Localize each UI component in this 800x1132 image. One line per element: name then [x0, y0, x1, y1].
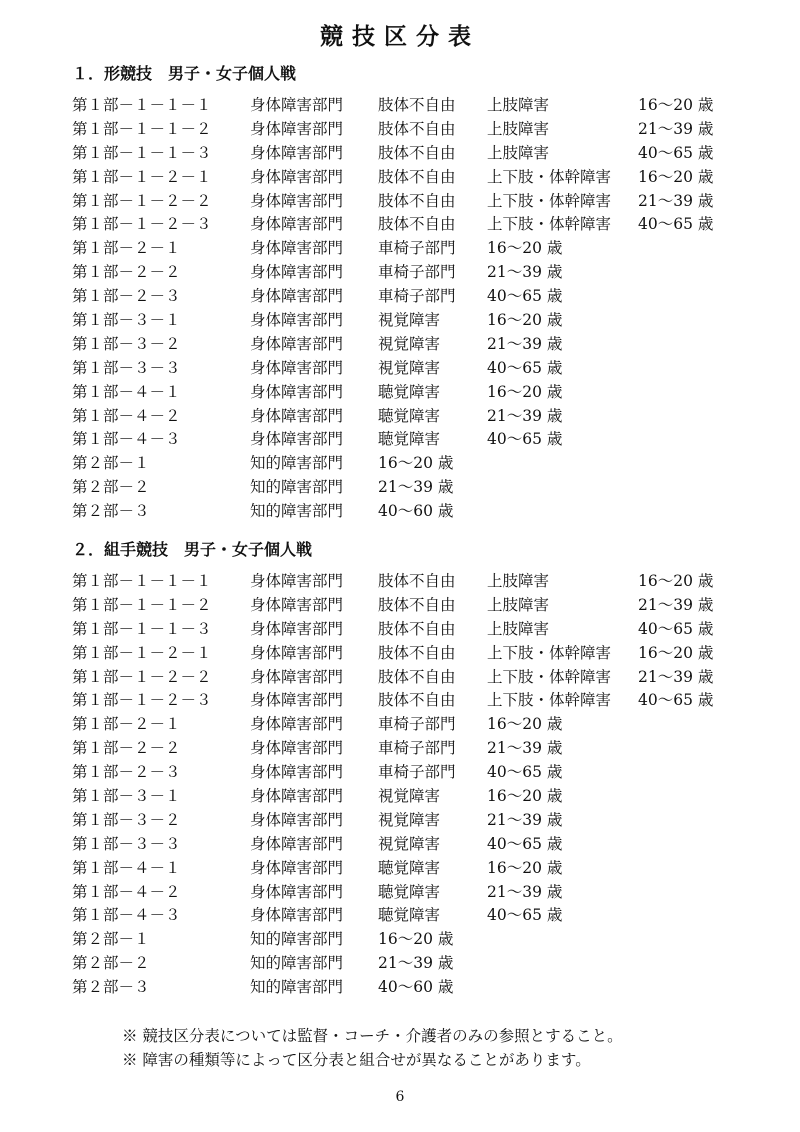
division-code: 第１部－１－１－１ [72, 96, 212, 114]
division-code: 第１部－２－２ [72, 739, 181, 758]
department: 身体障害部門 [250, 834, 344, 853]
division-code: 第１部－４－１ [72, 382, 181, 401]
department: 身体障害部門 [250, 595, 344, 614]
sub-category: 16～20 歳 [487, 787, 563, 806]
division-code: 第２部－１ [72, 454, 150, 473]
department: 身体障害部門 [250, 787, 344, 806]
department: 知的障害部門 [250, 978, 344, 997]
division-code: 第１部－１－１－３ [72, 143, 212, 162]
division-code: 第１部－２－２ [72, 263, 181, 282]
department: 知的障害部門 [250, 930, 344, 949]
department: 身体障害部門 [250, 643, 344, 662]
sub-category: 上肢障害 [487, 619, 550, 638]
department: 身体障害部門 [250, 311, 344, 330]
age-range: 40～65 歳 [638, 215, 714, 234]
disability-type: 聴覚障害 [378, 906, 441, 925]
department: 身体障害部門 [250, 143, 344, 162]
department: 身体障害部門 [250, 382, 344, 401]
division-row [0, 476, 800, 500]
disability-type: 40～60 歳 [378, 978, 454, 997]
division-code: 第２部－２ [72, 478, 150, 497]
division-code: 第１部－３－２ [72, 334, 181, 353]
disability-type: 視覚障害 [378, 787, 441, 806]
disability-type: 肢体不自由 [378, 191, 456, 210]
department: 身体障害部門 [250, 619, 344, 638]
kata-division-list [0, 94, 800, 524]
sub-category: 上下肢・体幹障害 [487, 167, 612, 186]
department: 身体障害部門 [250, 667, 344, 686]
disability-type: 視覚障害 [378, 334, 441, 353]
sub-category: 上肢障害 [487, 143, 550, 162]
division-row [0, 809, 800, 833]
sub-category: 16～20 歳 [487, 382, 563, 401]
disability-type: 21～39 歳 [378, 954, 454, 973]
disability-type: 車椅子部門 [378, 239, 456, 258]
disability-type: 肢体不自由 [378, 96, 456, 114]
division-row [0, 952, 800, 976]
sub-category: 40～65 歳 [487, 430, 563, 449]
division-code: 第２部－２ [72, 954, 150, 973]
sub-category: 上肢障害 [487, 119, 550, 138]
sub-category: 40～65 歳 [487, 358, 563, 377]
sub-category: 16～20 歳 [487, 239, 563, 258]
disability-type: 肢体不自由 [378, 595, 456, 614]
division-code: 第１部－１－２－２ [72, 667, 212, 686]
department: 身体障害部門 [250, 334, 344, 353]
division-code: 第１部－４－２ [72, 406, 181, 425]
department: 身体障害部門 [250, 906, 344, 925]
department: 知的障害部門 [250, 478, 344, 497]
division-row [0, 737, 800, 761]
disability-type: 聴覚障害 [378, 858, 441, 877]
division-row [0, 928, 800, 952]
disability-type: 肢体不自由 [378, 643, 456, 662]
division-code: 第２部－３ [72, 502, 150, 521]
department: 身体障害部門 [250, 715, 344, 734]
division-row [0, 285, 800, 309]
disability-type: 肢体不自由 [378, 119, 456, 138]
department: 身体障害部門 [250, 239, 344, 258]
page-number: 6 [395, 1089, 405, 1105]
division-row [0, 405, 800, 429]
disability-type: 肢体不自由 [378, 143, 456, 162]
sub-category: 上下肢・体幹障害 [487, 215, 612, 234]
sub-category: 21～39 歳 [487, 882, 563, 901]
sub-category: 21～39 歳 [487, 810, 563, 829]
department: 身体障害部門 [250, 763, 344, 782]
sub-category: 21～39 歳 [487, 263, 563, 282]
division-row [0, 118, 800, 142]
sub-category: 上肢障害 [487, 572, 550, 590]
disability-type: 視覚障害 [378, 810, 441, 829]
division-code: 第１部－１－１－２ [72, 119, 212, 138]
sub-category: 40～65 歳 [487, 763, 563, 782]
department: 知的障害部門 [250, 954, 344, 973]
age-range: 21～39 歳 [638, 595, 714, 614]
division-code: 第１部－１－１－１ [72, 572, 212, 590]
division-row [0, 357, 800, 381]
department: 身体障害部門 [250, 572, 344, 590]
age-range: 40～65 歳 [638, 619, 714, 638]
disability-type: 肢体不自由 [378, 619, 456, 638]
disability-type: 聴覚障害 [378, 430, 441, 449]
division-code: 第１部－４－３ [72, 430, 181, 449]
disability-type: 肢体不自由 [378, 572, 456, 590]
department: 身体障害部門 [250, 739, 344, 758]
division-row [0, 785, 800, 809]
sub-category: 上下肢・体幹障害 [487, 691, 612, 710]
sub-category: 16～20 歳 [487, 715, 563, 734]
note-combination-differ: ※ 障害の種類等によって区分表と組合せが異なることがあります。 [122, 1051, 591, 1069]
division-row [0, 976, 800, 1000]
division-row [0, 142, 800, 166]
division-row [0, 381, 800, 405]
sub-category: 上下肢・体幹障害 [487, 191, 612, 210]
note-reference-only: ※ 競技区分表については監督・コーチ・介護者のみの参照とすること。 [122, 1027, 623, 1045]
division-code: 第１部－１－２－２ [72, 191, 212, 210]
sub-category: 16～20 歳 [487, 311, 563, 330]
age-range: 16～20 歳 [638, 643, 714, 662]
division-row [0, 237, 800, 261]
disability-type: 聴覚障害 [378, 882, 441, 901]
disability-type: 肢体不自由 [378, 167, 456, 186]
disability-type: 車椅子部門 [378, 739, 456, 758]
division-code: 第１部－１－２－１ [72, 167, 212, 186]
department: 身体障害部門 [250, 215, 344, 234]
division-row [0, 904, 800, 928]
division-row [0, 190, 800, 214]
age-range: 16～20 歳 [638, 167, 714, 186]
disability-type: 車椅子部門 [378, 715, 456, 734]
division-code: 第２部－３ [72, 978, 150, 997]
division-code: 第１部－４－１ [72, 858, 181, 877]
disability-type: 車椅子部門 [378, 263, 456, 282]
division-code: 第１部－３－１ [72, 311, 181, 330]
disability-type: 視覚障害 [378, 358, 441, 377]
section-heading-kata: １．形競技 男子・女子個人戦 [72, 64, 297, 83]
division-row [0, 261, 800, 285]
department: 身体障害部門 [250, 167, 344, 186]
age-range: 40～65 歳 [638, 143, 714, 162]
kumite-division-list [0, 570, 800, 1000]
disability-type: 視覚障害 [378, 311, 441, 330]
division-row [0, 94, 800, 118]
division-row [0, 428, 800, 452]
division-code: 第１部－１－２－１ [72, 643, 212, 662]
disability-type: 16～20 歳 [378, 930, 454, 949]
sub-category: 上下肢・体幹障害 [487, 667, 612, 686]
division-row [0, 833, 800, 857]
disability-type: 40～60 歳 [378, 502, 454, 521]
disability-type: 車椅子部門 [378, 763, 456, 782]
disability-type: 肢体不自由 [378, 215, 456, 234]
disability-type: 車椅子部門 [378, 287, 456, 306]
age-range: 21～39 歳 [638, 191, 714, 210]
sub-category: 40～65 歳 [487, 834, 563, 853]
notes [122, 1024, 762, 1072]
sub-category: 上肢障害 [487, 96, 550, 114]
age-range: 16～20 歳 [638, 96, 714, 114]
department: 身体障害部門 [250, 430, 344, 449]
department: 身体障害部門 [250, 287, 344, 306]
division-row [0, 642, 800, 666]
division-row [0, 213, 800, 237]
disability-type: 21～39 歳 [378, 478, 454, 497]
department: 身体障害部門 [250, 882, 344, 901]
sub-category: 40～65 歳 [487, 906, 563, 925]
division-row [0, 500, 800, 524]
division-code: 第１部－１－２－３ [72, 215, 212, 234]
age-range: 21～39 歳 [638, 667, 714, 686]
sub-category: 40～65 歳 [487, 287, 563, 306]
division-row [0, 594, 800, 618]
disability-type: 16～20 歳 [378, 454, 454, 473]
department: 身体障害部門 [250, 263, 344, 282]
disability-type: 肢体不自由 [378, 667, 456, 686]
division-code: 第１部－４－３ [72, 906, 181, 925]
department: 身体障害部門 [250, 691, 344, 710]
division-code: 第１部－３－３ [72, 834, 181, 853]
division-code: 第１部－２－３ [72, 287, 181, 306]
division-row [0, 881, 800, 905]
department: 知的障害部門 [250, 502, 344, 521]
division-row [0, 333, 800, 357]
age-range: 21～39 歳 [638, 119, 714, 138]
department: 身体障害部門 [250, 119, 344, 138]
division-code: 第１部－１－２－３ [72, 691, 212, 710]
division-code: 第１部－３－３ [72, 358, 181, 377]
division-code: 第１部－３－２ [72, 810, 181, 829]
department: 身体障害部門 [250, 191, 344, 210]
age-range: 40～65 歳 [638, 691, 714, 710]
department: 身体障害部門 [250, 810, 344, 829]
division-row [0, 570, 800, 594]
division-code: 第１部－２－１ [72, 715, 181, 734]
sub-category: 上肢障害 [487, 595, 550, 614]
division-row [0, 452, 800, 476]
division-code: 第１部－２－１ [72, 239, 181, 258]
division-row [0, 689, 800, 713]
division-row [0, 309, 800, 333]
division-row [0, 166, 800, 190]
division-row [0, 857, 800, 881]
disability-type: 聴覚障害 [378, 382, 441, 401]
disability-type: 肢体不自由 [378, 691, 456, 710]
disability-type: 聴覚障害 [378, 406, 441, 425]
division-row [0, 761, 800, 785]
department: 身体障害部門 [250, 96, 344, 114]
division-code: 第１部－４－２ [72, 882, 181, 901]
division-code: 第１部－２－３ [72, 763, 181, 782]
division-code: 第１部－３－１ [72, 787, 181, 806]
age-range: 16～20 歳 [638, 572, 714, 590]
sub-category: 上下肢・体幹障害 [487, 643, 612, 662]
division-code: 第１部－１－１－２ [72, 595, 212, 614]
sub-category: 21～39 歳 [487, 406, 563, 425]
department: 身体障害部門 [250, 406, 344, 425]
division-row [0, 618, 800, 642]
disability-type: 視覚障害 [378, 834, 441, 853]
division-row [0, 713, 800, 737]
sub-category: 16～20 歳 [487, 858, 563, 877]
page-title: 競技区分表 [320, 24, 480, 50]
department: 身体障害部門 [250, 858, 344, 877]
section-heading-kumite: ２．組手競技 男子・女子個人戦 [72, 540, 313, 559]
division-code: 第２部－１ [72, 930, 150, 949]
sub-category: 21～39 歳 [487, 739, 563, 758]
sub-category: 21～39 歳 [487, 334, 563, 353]
division-row [0, 666, 800, 690]
department: 身体障害部門 [250, 358, 344, 377]
department: 知的障害部門 [250, 454, 344, 473]
division-code: 第１部－１－１－３ [72, 619, 212, 638]
